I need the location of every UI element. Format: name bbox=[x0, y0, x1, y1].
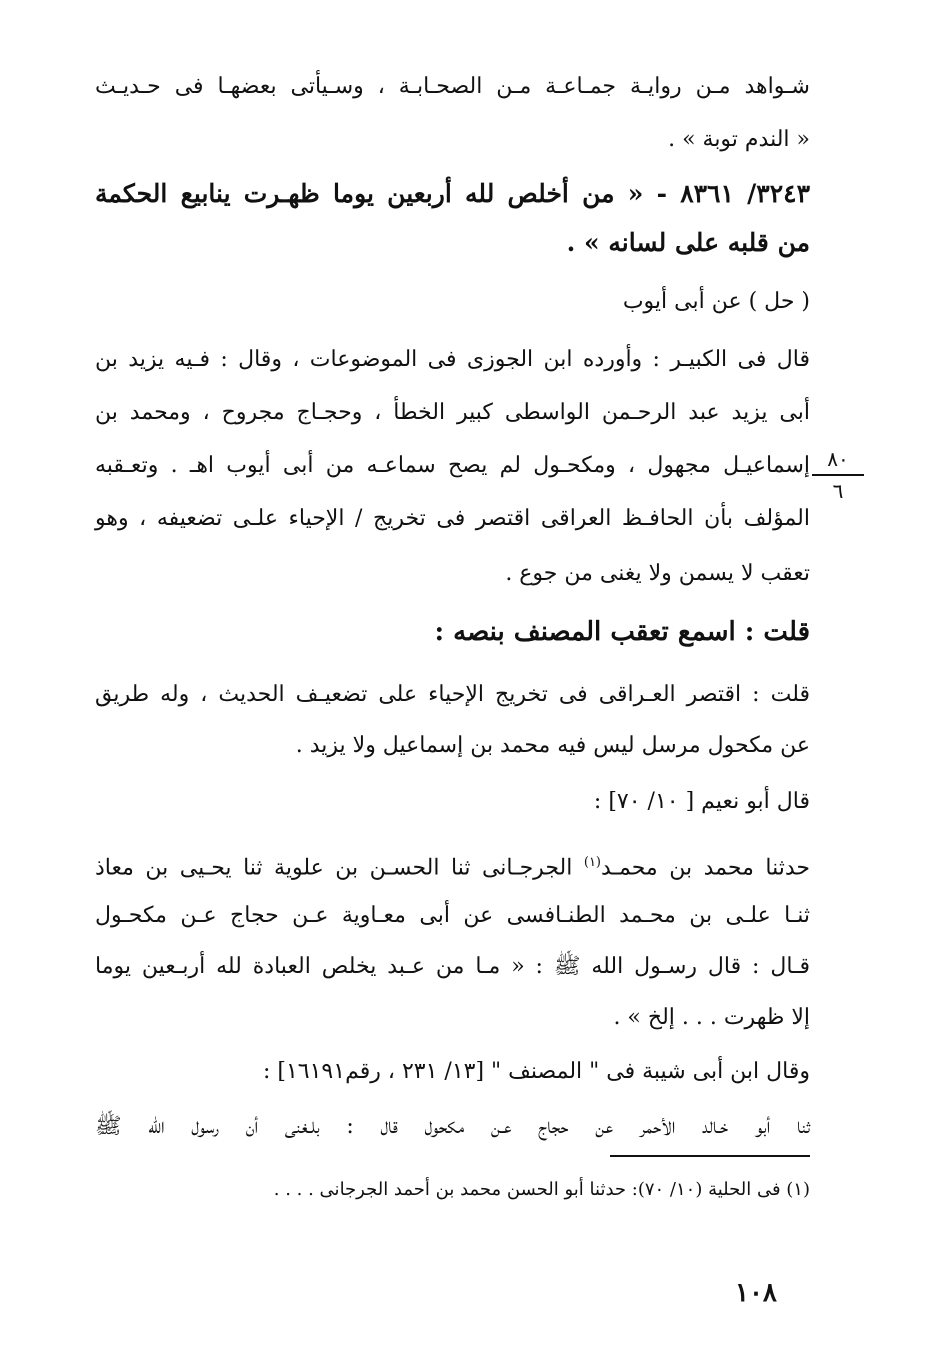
text-line: إسماعيـل مجهول ، ومكحـول لم يصح سماعـه من أبى أيوب اهـ . وتعـقبه bbox=[95, 453, 810, 478]
text-line: أبى يزيد عبد الرحـمن الواسطى كبير الخطأ ، وحجـاج مجروح ، ومحمد بن bbox=[95, 400, 810, 425]
footnote: (١) فى الحلية (١٠/ ٧٠): حدثنا أبو الحسن محمد بن أحمد الجرجانى . . . . bbox=[273, 1179, 810, 1200]
footnote-marker: (١) bbox=[583, 855, 601, 870]
text-part: حدثنا محمد بن محمـد bbox=[601, 855, 810, 881]
text-line bbox=[95, 846, 810, 885]
text-line: تعقب لا يسمن ولا يغنى من جوع . bbox=[505, 561, 810, 586]
text-line: شـواهد مـن روايـة جمـاعـة مـن الصحـابـة ، وسـيأتى بعضهـا فى حـديـث bbox=[95, 74, 810, 99]
margin-divider bbox=[812, 474, 864, 476]
source-line: ( حل ) عن أبى أيوب bbox=[622, 289, 810, 314]
citation-line: وقال ابن أبى شيبة فى " المصنف " [١٣/ ٢٣١ ، رقم١٦١٩١] : bbox=[262, 1059, 810, 1084]
margin-top-number: ٨٠ bbox=[827, 447, 849, 471]
text-line: عن مكحول مرسل ليس فيه محمد بن إسماعيل ولا يزيد . bbox=[295, 733, 810, 758]
text-line: ثنا أبو خـالد الأحمر عن حجاج عـن مكحول قال : بلـغنى أن رسول الله ﷺ bbox=[95, 1114, 810, 1139]
text-line: « الندم توبة » . bbox=[668, 127, 810, 152]
heading-line bbox=[435, 615, 810, 651]
hadith-line: ٣٢٤٣/ ٨٣٦١ - « من أخلص لله أربعين يوما ظهـرت ينابيع الحكمة bbox=[95, 179, 810, 208]
text-line: إلا ظهرت . . . إلخ » . bbox=[613, 1005, 810, 1030]
text-line: ثنـا علـى بن محـمد الطنـافسى عن أبى معـاوية عـن حجاج عـن مكحـول bbox=[95, 903, 810, 928]
hadith-line: من قلبه على لسانه » . bbox=[566, 228, 810, 257]
margin-bottom-number: ٦ bbox=[832, 479, 844, 503]
text-line: قـال : قال رسـول الله ﷺ : « مـا من عـبد يخلص العبادة لله أربـعين يوما bbox=[95, 954, 810, 979]
text-line: المؤلف بأن الحافـظ العراقى اقتصر فى تخريج / الإحياء علـى تضعيفه ، وهو bbox=[95, 506, 810, 531]
citation-line: قال أبو نعيم [ ١٠/ ٧٠] : bbox=[593, 789, 810, 814]
footnote-separator bbox=[610, 1155, 810, 1157]
margin-reference bbox=[812, 448, 864, 502]
page-number: ١٠٨ bbox=[735, 1278, 777, 1308]
qult-line: قلت : اسمع تعقب المصنف بنصه : bbox=[434, 617, 810, 647]
text-part: الجرجـانى ثنا الحسـن بن علوية ثنا يحـيى بن معاذ bbox=[95, 855, 584, 881]
text-line: قال فى الكبيـر : وأورده ابن الجوزى فى الموضوعات ، وقال : فـيه يزيد بن bbox=[95, 347, 810, 372]
text-line: قلت : اقتصر العـراقى فى تخريج الإحياء على تضعيـف الحديث ، وله طريق bbox=[95, 682, 810, 707]
